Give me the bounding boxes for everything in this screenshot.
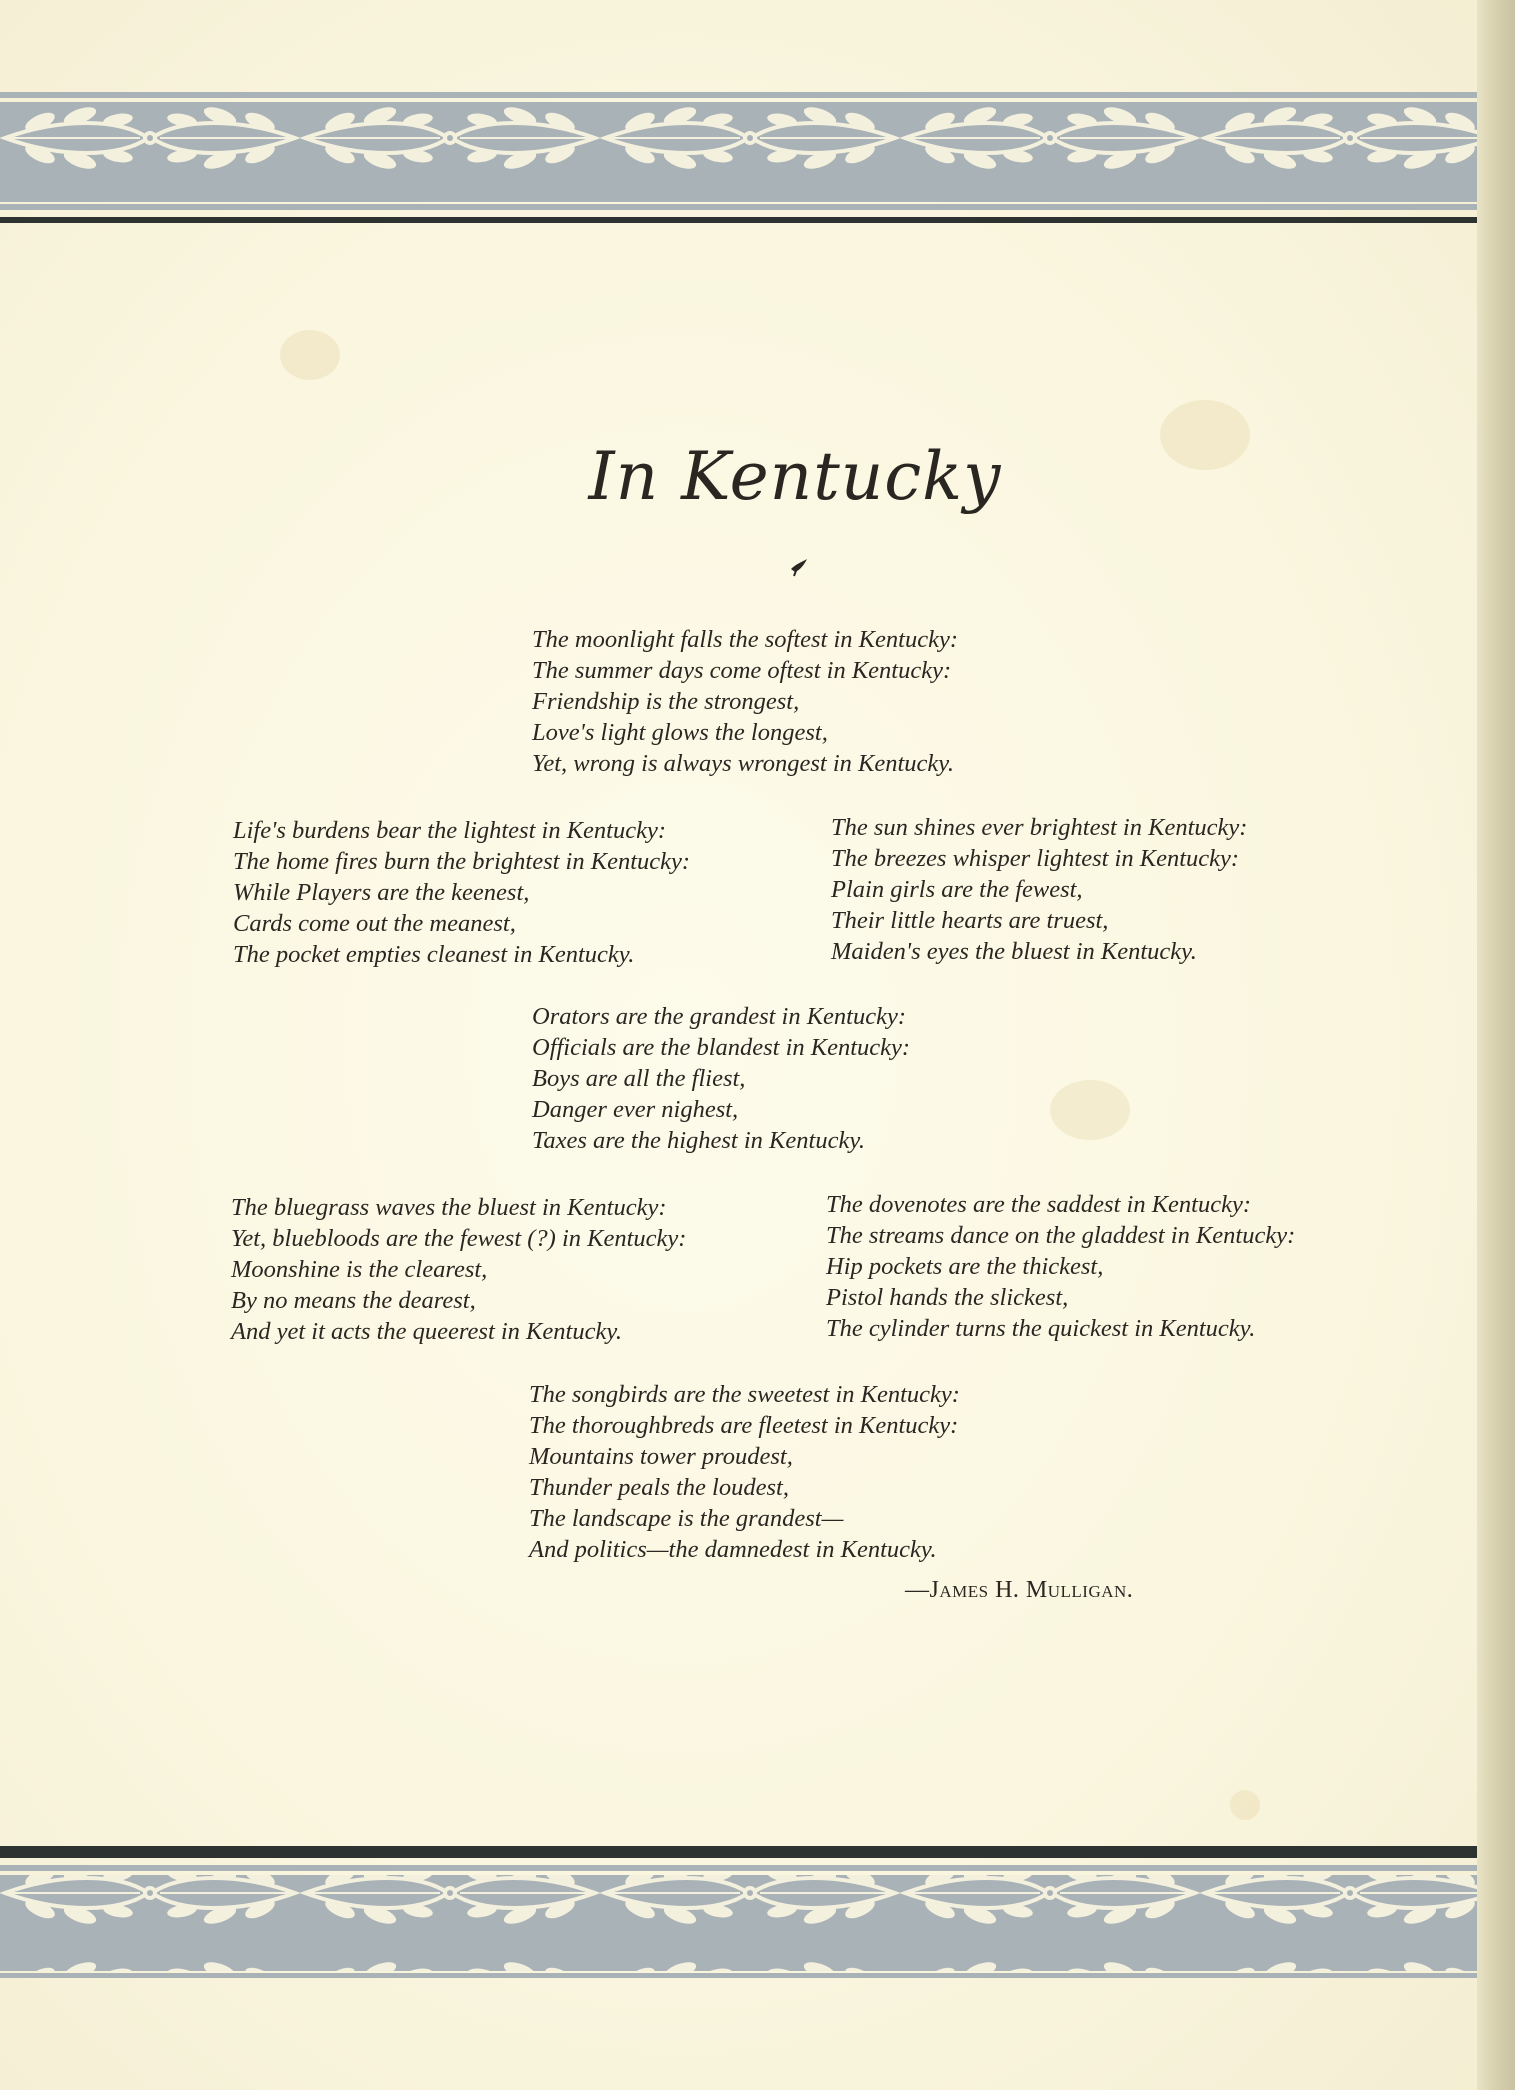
poem-line: The songbirds are the sweetest in Kentucky: (529, 1381, 960, 1408)
poem-line: Mountains tower proudest, (529, 1443, 793, 1470)
poem-line: Their little hearts are truest, (831, 907, 1109, 934)
poem-line: The moonlight falls the softest in Kentucky: (532, 626, 958, 653)
poem-attribution: —James H. Mulligan. (905, 1577, 1134, 1603)
poem-line: Yet, bluebloods are the fewest (?) in Kentucky: (231, 1225, 687, 1252)
paper-stain (1230, 1790, 1260, 1820)
bottom-border (0, 1843, 1477, 1978)
stanza-1 (532, 624, 958, 779)
poem-line: The breezes whisper lightest in Kentucky: (831, 845, 1240, 872)
poem-line: Cards come out the meanest, (233, 910, 516, 937)
poem-line: The dovenotes are the saddest in Kentucky: (826, 1191, 1252, 1218)
top-border (0, 88, 1477, 223)
poem-line: The streams dance on the gladdest in Kentucky: (826, 1222, 1296, 1249)
poem-line: Taxes are the highest in Kentucky. (532, 1127, 865, 1154)
poem-line: The landscape is the grandest— (529, 1505, 844, 1532)
poem-line: Love's light glows the longest, (532, 719, 828, 746)
book-spine-shadow (1477, 0, 1515, 2090)
poem-line: The home fires burn the brightest in Kentucky: (233, 848, 691, 875)
leaf-sprig-icon (788, 556, 810, 578)
poem-line: The sun shines ever brightest in Kentucky: (831, 814, 1248, 841)
poem-line: And yet it acts the queerest in Kentucky. (231, 1318, 622, 1345)
paper-stain (1050, 1080, 1130, 1140)
laurel-garland-border (0, 88, 1477, 223)
poem-line: While Players are the keenest, (233, 879, 530, 906)
poem-line: Danger ever nighest, (532, 1096, 739, 1123)
poem-line: And politics—the damnedest in Kentucky. (529, 1536, 937, 1563)
stanza-4 (532, 1001, 910, 1156)
poem-line: Moonshine is the clearest, (231, 1256, 488, 1283)
poem-line: By no means the dearest, (231, 1287, 476, 1314)
poem-line: The thoroughbreds are fleetest in Kentucky: (529, 1412, 959, 1439)
poem-line: Plain girls are the fewest, (831, 876, 1083, 903)
poem-line: Friendship is the strongest, (532, 688, 800, 715)
stanza-5 (231, 1192, 686, 1347)
poem-title: In Kentucky (588, 438, 1002, 515)
poem-line: The pocket empties cleanest in Kentucky. (233, 941, 635, 968)
paper-stain (280, 330, 340, 380)
poem-line: Hip pockets are the thickest, (826, 1253, 1104, 1280)
stanza-7 (529, 1379, 960, 1565)
stanza-2 (233, 815, 690, 970)
laurel-garland-border (0, 1843, 1477, 1978)
poem-line: Maiden's eyes the bluest in Kentucky. (831, 938, 1197, 965)
poem-line: Pistol hands the slickest, (826, 1284, 1069, 1311)
poem-line: Officials are the blandest in Kentucky: (532, 1034, 911, 1061)
poem-line: The summer days come oftest in Kentucky: (532, 657, 952, 684)
poem-line: Yet, wrong is always wrongest in Kentucky. (532, 750, 954, 777)
poem-line: Thunder peals the loudest, (529, 1474, 789, 1501)
poem-line: Boys are all the fliest, (532, 1065, 746, 1092)
poem-line: Orators are the grandest in Kentucky: (532, 1003, 907, 1030)
poem-line: Life's burdens bear the lightest in Kentucky: (233, 817, 667, 844)
poem-line: The bluegrass waves the bluest in Kentucky: (231, 1194, 667, 1221)
stanza-6 (826, 1189, 1295, 1344)
poem-line: The cylinder turns the quickest in Kentucky. (826, 1315, 1256, 1342)
stanza-3 (831, 812, 1247, 967)
